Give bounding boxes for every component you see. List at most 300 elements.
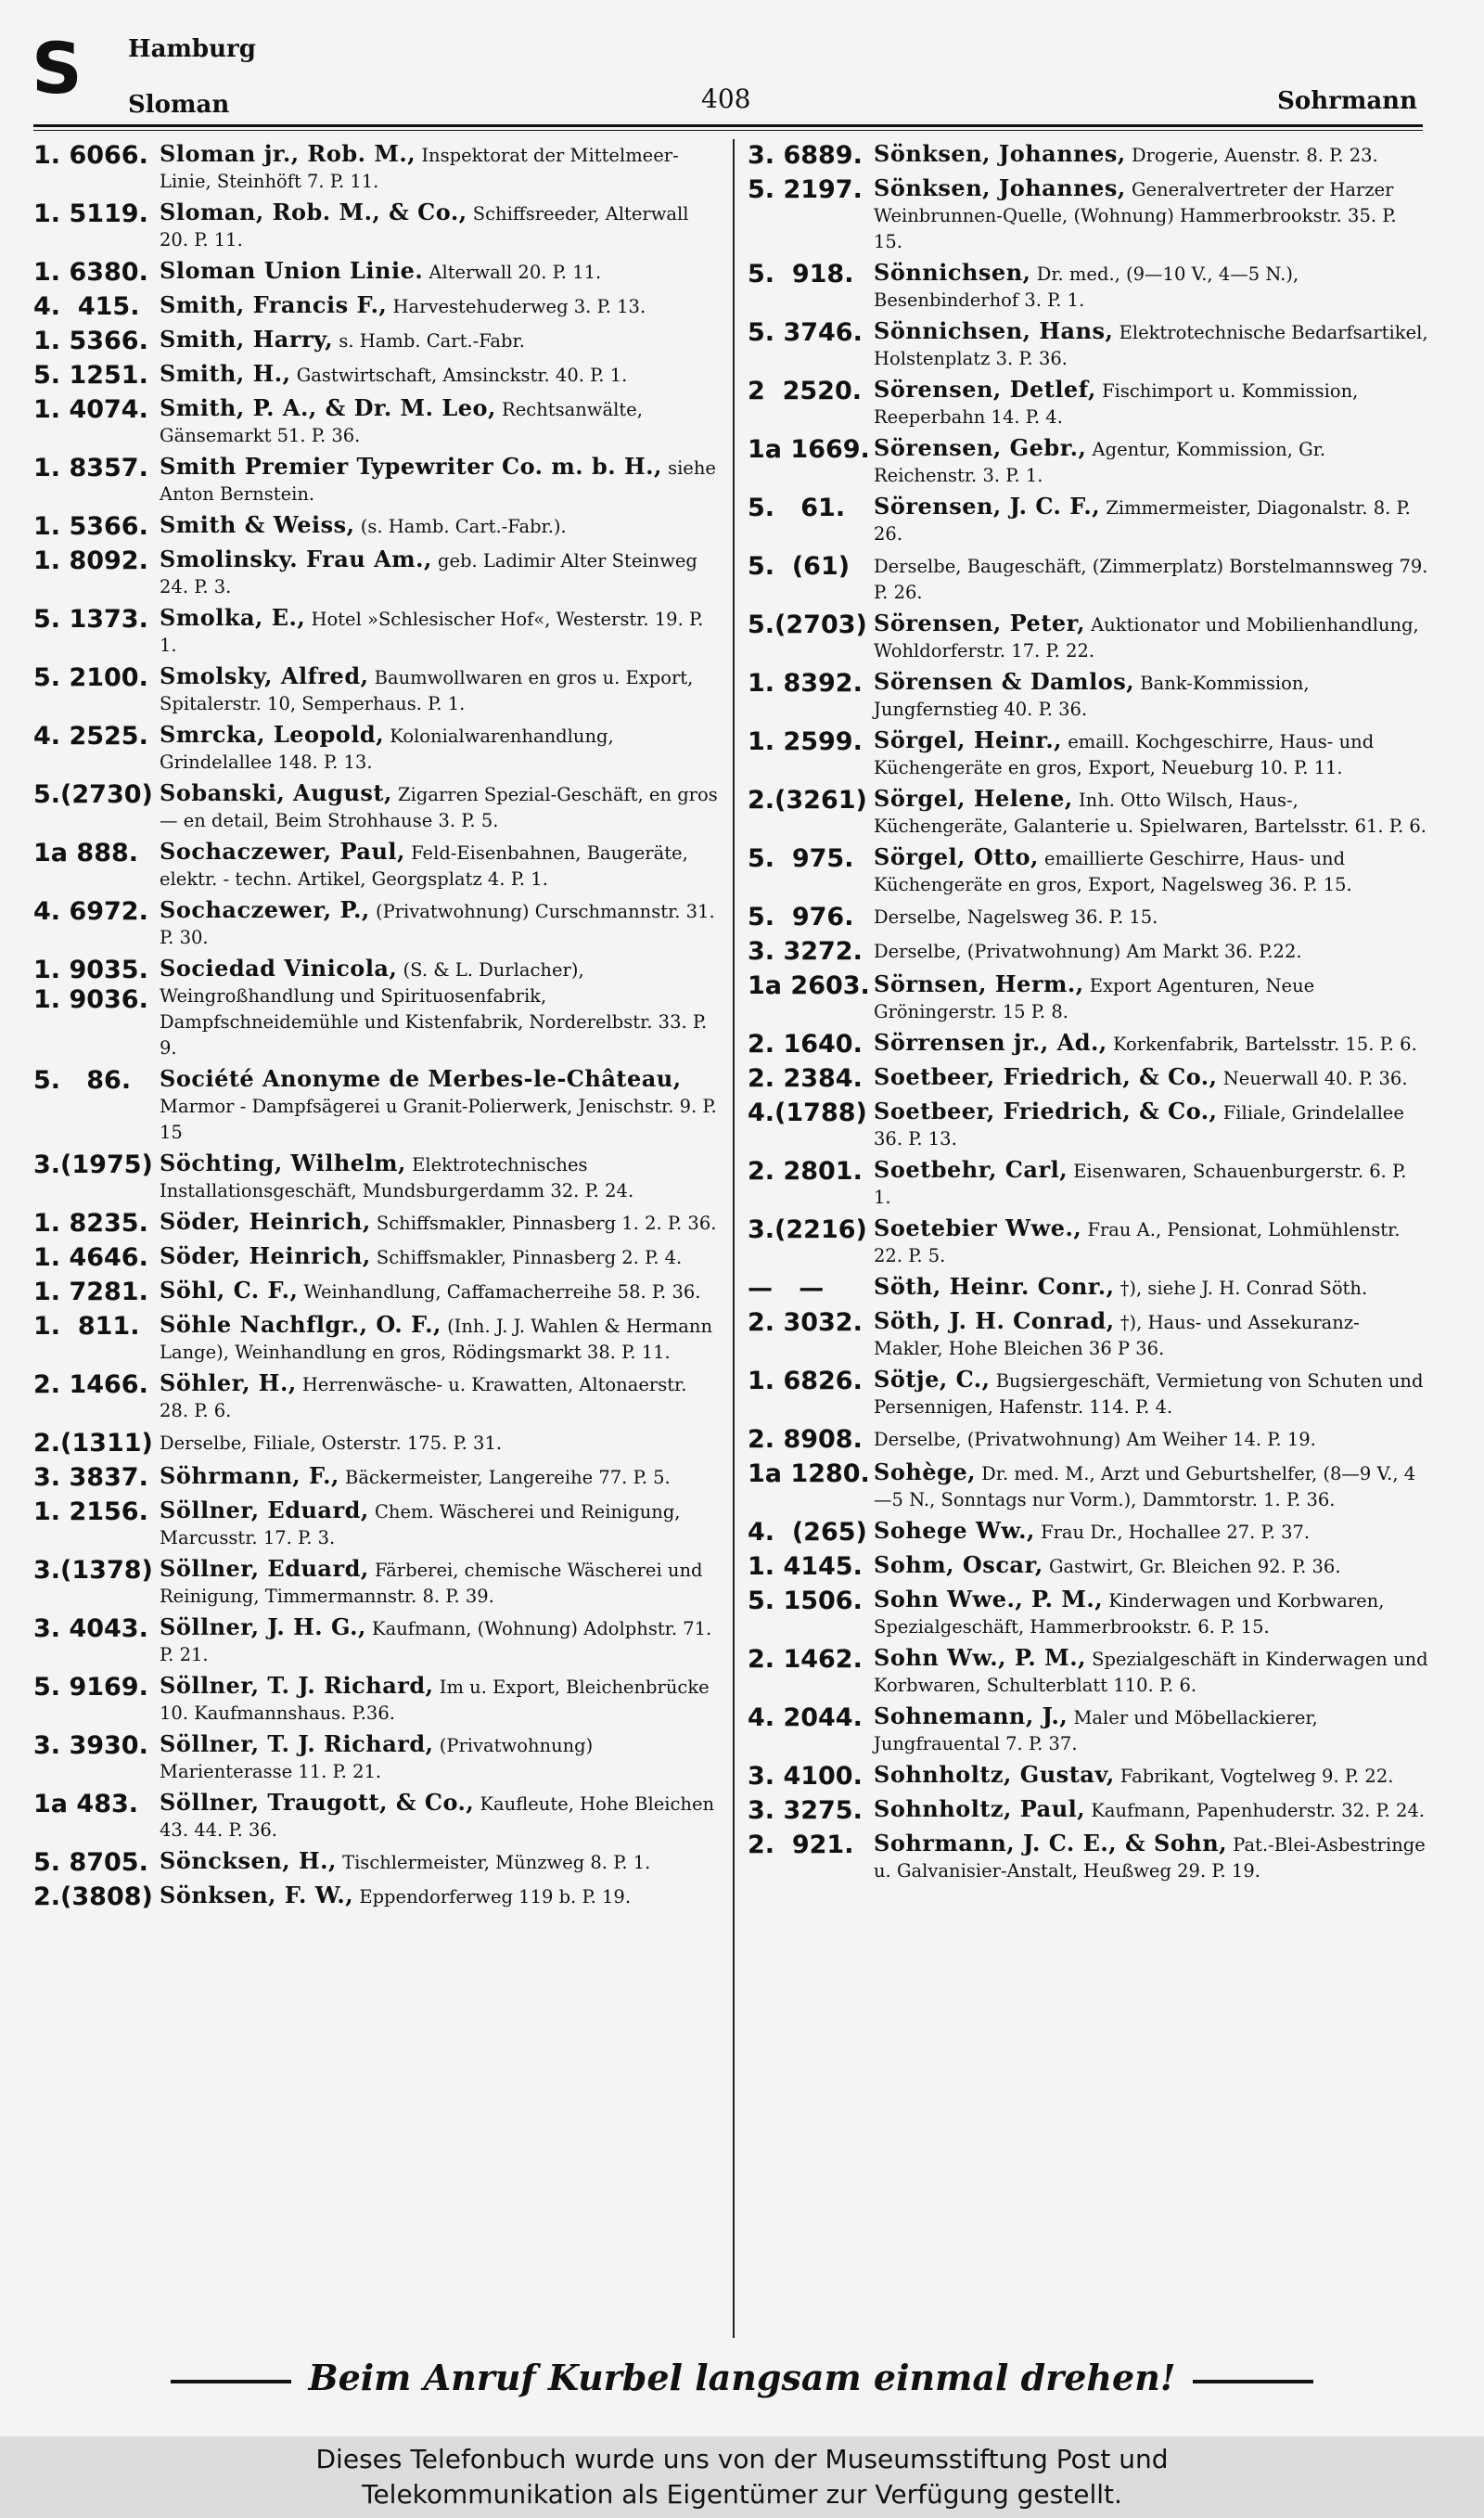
entry-details: Herrenwäsche- u. Krawatten, Altonaerstr. 28. P. 6. (160, 1374, 687, 1421)
entry-name: Sönnichsen, (874, 259, 1031, 286)
entry-details: Derselbe, (Privatwohnung) Am Markt 36. P.22. (874, 941, 1302, 962)
entry-details: Inh. Otto Wilsch, Haus-, Küchengeräte, Galanterie u. Spielwaren, Bartelsstr. 61. P. 6. (874, 790, 1426, 837)
directory-entry (33, 1731, 720, 1785)
directory-entry (748, 1308, 1428, 1362)
entry-number: 2.(1311) (33, 1429, 153, 1458)
directory-entry (748, 1064, 1428, 1094)
directory-entry (748, 175, 1428, 255)
entry-name: Sönksen, F. W., (160, 1882, 354, 1908)
entry-details: Dr. med. M., Arzt und Geburtshelfer, (8—9 V., 4—5 N., Sonntags nur Vorm.), Dammtorstr. 1. P. 36. (874, 1463, 1416, 1510)
entry-text (874, 610, 1428, 664)
entry-number: 5. 8705. (33, 1848, 148, 1877)
entry-number: 2. 1466. (33, 1370, 148, 1399)
entry-number: 5. (61) (748, 552, 851, 581)
entry-text (874, 1587, 1428, 1640)
entry-name: Sloman Union Linie. (160, 257, 424, 284)
directory-entry (33, 1066, 720, 1146)
entry-text (160, 839, 720, 893)
header-rule (33, 124, 1423, 127)
entry-name: Söllner, J. H. G., (160, 1613, 366, 1640)
directory-entry (748, 1645, 1428, 1699)
entry-text (160, 1209, 720, 1239)
entry-name: Smith, H., (160, 360, 291, 387)
entry-details: siehe Anton Bernstein. (160, 457, 716, 505)
entry-number: 1. 2156. (33, 1497, 148, 1526)
entry-details: Kinderwagen und Korbwaren, Spezialgeschäft, Hammerbrookstr. 6. P. 15. (874, 1590, 1385, 1638)
entry-name: Sohn Ww., P. M., (874, 1644, 1086, 1671)
entry-details: Generalvertreter der Harzer Weinbrunnen-Quelle, (Wohnung) Hammerbrookstr. 35. P. 15. (874, 179, 1397, 252)
entry-details: Schiffsmakler, Pinnasberg 2. P. 4. (376, 1247, 683, 1268)
entry-details: Pat.-Blei-Asbestringe u. Galvanisier-Anstalt, Heußweg 29. P. 19. (874, 1834, 1426, 1882)
entry-details: (Privatwohnung) Marienterasse 11. P. 21. (160, 1735, 594, 1782)
entry-details: Drogerie, Auenstr. 8. P. 23. (1131, 145, 1378, 166)
directory-entry (748, 1215, 1428, 1269)
entry-details: Schiffsreeder, Alterwall 20. P. 11. (160, 203, 689, 251)
directory-entry (33, 605, 720, 659)
entry-number: 3. 3275. (748, 1796, 863, 1825)
entry-text (160, 1312, 720, 1366)
entry-details: Dr. med., (9—10 V., 4—5 N.), Besenbinderhof 3. P. 1. (874, 263, 1299, 311)
entry-text (160, 1848, 720, 1878)
entry-text (160, 1614, 720, 1668)
entry-name: Sörgel, Helene, (874, 785, 1073, 812)
entry-name: Söder, Heinrich, (160, 1208, 371, 1235)
entry-details: Derselbe, (Privatwohnung) Am Weiher 14. P. 19. (874, 1429, 1316, 1450)
directory-entry (748, 260, 1428, 314)
directory-entry (748, 435, 1428, 489)
entry-name: Söth, Heinr. Conr., (874, 1273, 1115, 1300)
entry-details: Zimmermeister, Diagonalstr. 8. P. 26. (874, 497, 1411, 545)
entry-details: Maler und Möbellackierer, Jungfrauental 7. P. 37. (874, 1707, 1318, 1754)
entry-details: Frau A., Pensionat, Lohmühlenstr. 22. P. 5. (874, 1219, 1401, 1266)
entry-details: Kaufmann, Papenhuderstr. 32. P. 24. (1091, 1800, 1426, 1821)
entry-text (160, 1497, 720, 1551)
entry-number: 1. 8392. (748, 669, 863, 698)
entry-name: Sohnholtz, Gustav, (874, 1761, 1115, 1788)
entry-name: Smolsky, Alfred, (160, 662, 369, 689)
entry-number: 2. 1462. (748, 1645, 863, 1674)
directory-entry (748, 1587, 1428, 1640)
entry-details: †), Haus- und Assekuranz-Makler, Hohe Bleichen 36 P 36. (874, 1312, 1360, 1359)
slogan-rule-left (171, 2380, 291, 2383)
entry-details: emaill. Kochgeschirre, Haus- und Küchengeräte en gros, Export, Neueburg 10. P. 11. (874, 731, 1375, 778)
directory-entry (33, 1429, 720, 1458)
entry-number: 3. 6889. (748, 141, 863, 170)
entry-text (160, 1370, 720, 1424)
entry-number: 4. 6972. (33, 897, 148, 926)
entry-number: 5.(2703) (748, 610, 867, 639)
directory-entry (748, 1274, 1428, 1304)
entry-text (874, 844, 1428, 898)
entry-number: 1a 888. (33, 839, 139, 867)
entry-details: s. Hamb. Cart.-Fabr. (339, 330, 525, 352)
entry-number: — — (748, 1274, 825, 1303)
entry-number: 1. 2599. (748, 727, 863, 756)
entry-number: 5. 2197. (748, 175, 863, 204)
entry-text (874, 1098, 1428, 1152)
entry-number: 1. 6066. (33, 141, 148, 170)
entry-text (160, 1731, 720, 1785)
entry-details: Spezialgeschäft in Kinderwagen und Korbwaren, Schulterblatt 110. P. 6. (874, 1649, 1428, 1696)
entry-name: Sohnemann, J., (874, 1702, 1068, 1729)
entry-number: 4. 415. (33, 292, 140, 321)
entry-number: 3.(1975) (33, 1150, 153, 1179)
directory-entry (33, 1370, 720, 1424)
entry-number: 2.(3261) (748, 786, 867, 815)
entry-details: Derselbe, Filiale, Osterstr. 175. P. 31. (160, 1432, 503, 1454)
entry-number: 3. 3930. (33, 1731, 148, 1760)
entry-name: Smith, Francis F., (160, 291, 388, 318)
entry-number: 4. (265) (748, 1518, 867, 1547)
entry-number: 1. 4145. (748, 1552, 863, 1581)
entry-text (874, 1796, 1428, 1826)
entry-number: 1. 9035. 1. 9036. (33, 956, 148, 1014)
directory-entry (748, 318, 1428, 372)
directory-entry (748, 903, 1428, 932)
right-column (748, 141, 1428, 1889)
entry-text (874, 318, 1428, 372)
directory-entry (33, 1278, 720, 1307)
directory-entry (748, 377, 1428, 430)
directory-entry (33, 395, 720, 449)
entry-name: Söhle Nachflgr., O. F., (160, 1311, 441, 1338)
entry-text (160, 361, 720, 391)
entry-number: 5. 1373. (33, 605, 148, 634)
entry-number: 3. 3272. (748, 937, 863, 966)
entry-number: 2.(3808) (33, 1882, 153, 1911)
entry-details: Marmor - Dampfsägerei u Granit-Polierwerk, Jenischstr. 9. P. 15 (160, 1096, 717, 1143)
entry-name: Söchting, Wilhelm, (160, 1150, 406, 1176)
directory-entry (33, 292, 720, 322)
entry-name: Sörensen, Detlef, (874, 376, 1096, 403)
directory-entry (748, 786, 1428, 840)
entry-text (160, 1429, 720, 1458)
entry-details: Chem. Wäscherei und Reinigung, Marcusstr. 17. P. 3. (160, 1501, 681, 1548)
entry-details: Kaufmann, (Wohnung) Adolphstr. 71. P. 21. (160, 1618, 712, 1665)
entry-text (160, 292, 720, 322)
entry-number: 4. 2525. (33, 722, 148, 751)
entry-name: Sohn Wwe., P. M., (874, 1586, 1104, 1612)
directory-entry (748, 1030, 1428, 1060)
entry-name: Sörensen & Damlos, (874, 668, 1135, 695)
entry-details: emaillierte Geschirre, Haus- und Küchengeräte en gros, Export, Nagelsweg 36. P. 15. (874, 848, 1352, 895)
entry-details: Agentur, Kommission, Gr. Reichenstr. 3. P. 1. (874, 439, 1326, 486)
directory-entry (33, 663, 720, 717)
entry-name: Söder, Heinrich, (160, 1242, 371, 1269)
entry-details: Inspektorat der Mittelmeer-Linie, Steinhöft 7. P. 11. (160, 145, 679, 192)
entry-details: Fischimport u. Kommission, Reeperbahn 14. P. 4. (874, 380, 1359, 428)
entry-number: 1a 483. (33, 1790, 139, 1818)
entry-text (160, 1243, 720, 1273)
entry-name: Sohege Ww., (874, 1517, 1035, 1544)
entry-details: (S. & L. Durlacher), Weingroßhandlung und Spirituosenfabrik, Dampfschneidemühle und Kistenfabrik, Norderelbstr. 33. P. 9. (160, 959, 708, 1059)
entry-name: Söth, J. H. Conrad, (874, 1307, 1115, 1334)
entry-details: Feld-Eisenbahnen, Baugeräte, elektr. - techn. Artikel, Georgsplatz 4. P. 1. (160, 842, 688, 890)
directory-entry (33, 1209, 720, 1239)
entry-number: 5. 918. (748, 260, 854, 289)
directory-entry (33, 1556, 720, 1610)
entry-name: Smith Premier Typewriter Co. m. b. H., (160, 453, 662, 480)
entry-number: 5. 1251. (33, 361, 148, 390)
directory-entry (748, 1425, 1428, 1455)
entry-details: Auktionator und Mobilienhandlung, Wohldorferstr. 17. P. 22. (874, 614, 1419, 662)
entry-details: Derselbe, Nagelsweg 36. P. 15. (874, 906, 1158, 928)
entry-text (874, 1762, 1428, 1792)
entry-text (160, 327, 720, 356)
directory-entry (748, 971, 1428, 1025)
footer-slogan (0, 2357, 1484, 2398)
entry-number: 3.(1378) (33, 1556, 153, 1585)
entry-text (874, 1831, 1428, 1884)
entry-text (874, 937, 1428, 967)
entry-details: Im u. Export, Bleichenbrücke 10. Kaufmannshaus. P.36. (160, 1677, 710, 1724)
directory-entry (748, 1518, 1428, 1548)
entry-number: 2. 921. (748, 1831, 854, 1859)
entry-name: Sörensen, Gebr., (874, 434, 1087, 461)
directory-entry (33, 1673, 720, 1727)
entry-text (160, 1066, 720, 1146)
entry-name: Sörgel, Heinr., (874, 726, 1063, 753)
entry-details: Bäckermeister, Langereihe 77. P. 5. (345, 1467, 671, 1488)
directory-entry (748, 1762, 1428, 1792)
directory-entry (33, 1848, 720, 1878)
entry-details: Elektrotechnische Bedarfsartikel, Holstenplatz 3. P. 36. (874, 322, 1428, 369)
entry-text (874, 1367, 1428, 1420)
column-divider (733, 139, 735, 2338)
entry-details: Neuerwall 40. P. 36. (1222, 1068, 1408, 1089)
entry-number: 1. 811. (33, 1312, 140, 1341)
entry-name: Söllner, Eduard, (160, 1497, 369, 1523)
entry-text (874, 1308, 1428, 1362)
entry-text (160, 605, 720, 659)
directory-entry (33, 780, 720, 834)
entry-details: Gastwirt, Gr. Bleichen 92. P. 36. (1048, 1556, 1341, 1577)
entry-details: Weinhandlung, Caffamacherreihe 58. P. 36. (303, 1281, 701, 1303)
entry-number: 5. 975. (748, 844, 854, 873)
entry-number: 1. 6380. (33, 258, 148, 287)
entry-name: Sörensen, Peter, (874, 610, 1085, 636)
entry-name: Smolka, E., (160, 604, 306, 631)
entry-number: 5. 61. (748, 494, 846, 522)
slogan-text: Beim Anruf Kurbel langsam einmal drehen! (308, 2357, 1176, 2398)
entry-name: Söhl, C. F., (160, 1277, 299, 1304)
entry-text (160, 141, 720, 195)
entry-number: 1a 1280. (748, 1459, 870, 1488)
directory-entry (33, 1150, 720, 1204)
credit-line-2: Telekommunikation als Eigentümer zur Verfügung gestellt. (362, 2479, 1122, 2510)
entry-name: Sochaczewer, Paul, (160, 838, 405, 865)
directory-entry (748, 669, 1428, 723)
entry-details: Export Agenturen, Neue Gröningerstr. 15 P. 8. (874, 975, 1315, 1022)
entry-details: Filiale, Grindelallee 36. P. 13. (874, 1102, 1404, 1150)
header-city: Hamburg (128, 35, 256, 63)
entry-details: Rechtsanwälte, Gänsemarkt 51. P. 36. (160, 399, 643, 446)
entry-name: Soetbeer, Friedrich, & Co., (874, 1063, 1218, 1090)
credit-banner (0, 2436, 1484, 2518)
entry-name: Sönksen, Johannes, (874, 174, 1126, 201)
directory-entry (33, 361, 720, 391)
entry-text (160, 258, 720, 288)
entry-text (874, 1425, 1428, 1455)
directory-entry (33, 1243, 720, 1273)
entry-text (160, 663, 720, 717)
entry-number: 1. 5119. (33, 199, 148, 228)
directory-entry (748, 937, 1428, 967)
directory-entry (33, 1790, 720, 1844)
entry-text (874, 1064, 1428, 1094)
entry-name: Smith & Weiss, (160, 511, 355, 538)
entry-name: Sörrensen jr., Ad., (874, 1029, 1107, 1056)
entry-details: Frau Dr., Hochallee 27. P. 37. (1041, 1522, 1311, 1543)
entry-details: Zigarren Spezial-Geschäft, en gros — en detail, Beim Strohhause 3. P. 5. (160, 784, 718, 831)
entry-text (160, 512, 720, 542)
entry-text (874, 1030, 1428, 1060)
entry-number: 2. 2384. (748, 1064, 863, 1093)
entry-name: Smolinsky. Frau Am., (160, 546, 432, 572)
entry-number: 5. 2100. (33, 663, 148, 692)
entry-text (160, 1278, 720, 1307)
entry-name: Soetebier Wwe., (874, 1214, 1082, 1241)
directory-entry (748, 1703, 1428, 1757)
entry-text (874, 494, 1428, 547)
entry-number: 1a 1669. (748, 435, 870, 464)
entry-number: 1. 5366. (33, 512, 148, 541)
entry-number: 1. 8235. (33, 1209, 148, 1238)
section-letter: S (32, 27, 83, 109)
directory-entry (33, 546, 720, 600)
entry-text (874, 552, 1428, 606)
entry-name: Sociedad Vinicola, (160, 955, 398, 982)
directory-entry (33, 1312, 720, 1366)
entry-details: Gastwirtschaft, Amsinckstr. 40. P. 1. (296, 365, 628, 386)
entry-name: Söllner, T. J. Richard, (160, 1672, 434, 1699)
entry-number: 2. 8908. (748, 1425, 863, 1454)
entry-text (160, 780, 720, 834)
entry-name: Söhler, H., (160, 1369, 297, 1396)
entry-text (874, 1274, 1428, 1304)
entry-name: Sohrmann, J. C. E., & Sohn, (874, 1830, 1228, 1856)
entry-text (874, 786, 1428, 840)
left-column (33, 141, 720, 1917)
slogan-rule-right (1193, 2380, 1313, 2383)
entry-details: Bugsiergeschäft, Vermietung von Schuten und Persennigen, Hafenstr. 114. P. 4. (874, 1370, 1424, 1418)
entry-text (160, 956, 720, 1061)
entry-text (874, 903, 1428, 932)
entry-name: Sloman jr., Rob. M., (160, 140, 416, 167)
directory-entry (748, 844, 1428, 898)
entry-number: 4. 2044. (748, 1703, 863, 1732)
entry-text (874, 971, 1428, 1025)
entry-name: Société Anonyme de Merbes-le-Château, (160, 1065, 682, 1092)
entry-details: (Inh. J. J. Wahlen & Hermann Lange), Weinhandlung en gros, Rödingsmarkt 38. P. 11. (160, 1316, 713, 1363)
entry-text (874, 1518, 1428, 1548)
entry-text (160, 1150, 720, 1204)
entry-text (874, 141, 1428, 171)
entry-text (160, 395, 720, 449)
entry-name: Sobanski, August, (160, 779, 392, 806)
entry-name: Smith, P. A., & Dr. M. Leo, (160, 394, 496, 421)
directory-entry (33, 1882, 720, 1912)
entry-number: 1a 2603. (748, 971, 870, 1000)
entry-number: 1. 8092. (33, 546, 148, 575)
directory-entry (33, 1614, 720, 1668)
entry-name: Sörnsen, Herm., (874, 970, 1084, 997)
entry-name: Sötje, C., (874, 1366, 991, 1393)
entry-details: Kaufleute, Hohe Bleichen 43. 44. P. 36. (160, 1793, 715, 1841)
header-rule-thin (33, 130, 1423, 131)
entry-details: Eisenwaren, Schauenburgerstr. 6. P. 1. (874, 1161, 1407, 1208)
directory-entry (33, 141, 720, 195)
directory-entry (748, 141, 1428, 171)
entry-number: 1. 8357. (33, 454, 148, 482)
entry-details: Fabrikant, Vogtelweg 9. P. 22. (1119, 1766, 1394, 1787)
directory-entry (33, 956, 720, 1061)
directory-entry (748, 1796, 1428, 1826)
entry-text (874, 1703, 1428, 1757)
entry-text (160, 199, 720, 253)
entry-number: 3. 3837. (33, 1463, 148, 1492)
entry-text (160, 1463, 720, 1493)
entry-number: 3.(2216) (748, 1215, 867, 1244)
entry-name: Sochaczewer, P., (160, 896, 370, 923)
entry-details: Harvestehuderweg 3. P. 13. (392, 296, 646, 317)
entry-name: Sörensen, J. C. F., (874, 493, 1101, 520)
entry-text (874, 1157, 1428, 1211)
entry-name: Sönksen, Johannes, (874, 140, 1126, 167)
entry-number: 1. 6826. (748, 1367, 863, 1395)
directory-entry (748, 1831, 1428, 1884)
header-first-name: Sloman (128, 91, 230, 119)
directory-entry (33, 258, 720, 288)
directory-entry (33, 722, 720, 776)
entry-text (160, 1882, 720, 1912)
entry-details: Hotel »Schlesischer Hof«, Westerstr. 19. P. 1. (160, 609, 704, 656)
directory-entry (748, 1157, 1428, 1211)
entry-details: (Privatwohnung) Curschmannstr. 31. P. 30. (160, 901, 715, 948)
page-number: 408 (701, 84, 751, 114)
directory-entry (33, 454, 720, 507)
entry-number: 5. 9169. (33, 1673, 148, 1702)
directory-entry (748, 1098, 1428, 1152)
directory-entry (33, 199, 720, 253)
entry-number: 2. 2801. (748, 1157, 863, 1186)
directory-entry (748, 552, 1428, 606)
directory-entry (748, 610, 1428, 664)
entry-name: Sohm, Oscar, (874, 1551, 1043, 1578)
entry-number: 1. 4074. (33, 395, 148, 424)
directory-entry (33, 897, 720, 951)
entry-text (160, 546, 720, 600)
entry-number: 1. 5366. (33, 327, 148, 355)
entry-details: geb. Ladimir Alter Steinweg 24. P. 3. (160, 550, 697, 597)
entry-text (874, 260, 1428, 314)
entry-name: Soetbehr, Carl, (874, 1156, 1068, 1183)
entry-details: Alterwall 20. P. 11. (429, 262, 602, 283)
entry-text (874, 377, 1428, 430)
entry-name: Sohnholtz, Paul, (874, 1795, 1086, 1822)
entry-details: Elektrotechnisches Installationsgeschäft, Mundsburgerdamm 32. P. 24. (160, 1154, 634, 1201)
entry-name: Söllner, Traugott, & Co., (160, 1789, 475, 1816)
entry-name: Sörgel, Otto, (874, 843, 1039, 870)
entry-text (160, 1790, 720, 1844)
entry-number: 5. 86. (33, 1066, 132, 1095)
entry-name: Smrcka, Leopold, (160, 721, 385, 748)
entry-number: 5. 1506. (748, 1587, 863, 1615)
entry-name: Söllner, T. J. Richard, (160, 1730, 434, 1757)
entry-text (874, 1215, 1428, 1269)
entry-details: Eppendorferweg 119 b. P. 19. (359, 1886, 632, 1908)
entry-number: 2. 3032. (748, 1308, 863, 1337)
